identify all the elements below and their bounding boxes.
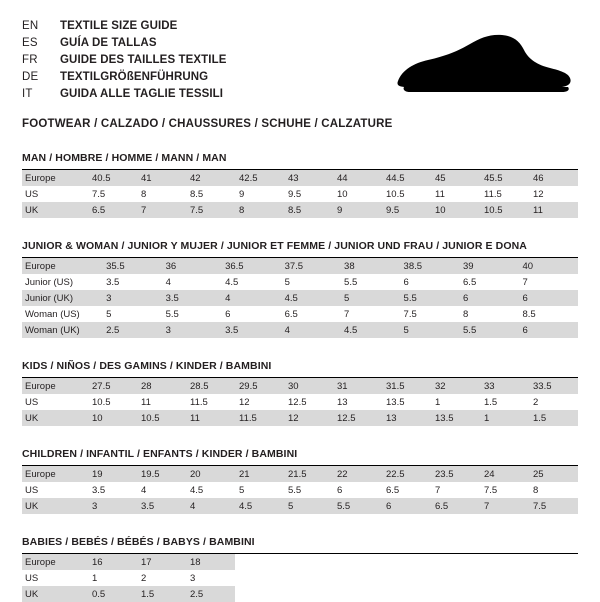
cell: 5.5 xyxy=(400,290,459,306)
table-row xyxy=(22,274,578,290)
table-row xyxy=(22,322,578,338)
cell: 5.5 xyxy=(333,498,382,514)
cell: 7 xyxy=(480,498,529,514)
cell: 11.5 xyxy=(190,396,208,408)
size-group-kids xyxy=(22,360,578,426)
language-title: GUIDA ALLE TAGLIE TESSILI xyxy=(60,88,224,100)
language-code: FR xyxy=(22,54,38,66)
cell: 10.5 xyxy=(386,188,405,200)
row-label: UK xyxy=(22,498,88,514)
cell: 43 xyxy=(284,170,333,186)
cell: 42 xyxy=(186,170,235,186)
size-table xyxy=(22,258,578,338)
cell: 6 xyxy=(382,498,431,514)
group-title: KIDS / NIÑOS / DES GAMINS / KINDER / BAMBINI xyxy=(22,360,578,378)
cell: 3 xyxy=(190,572,196,584)
cell: 2.5 xyxy=(102,322,161,338)
cell: 8 xyxy=(235,202,284,218)
cell: 3.5 xyxy=(162,290,221,306)
group-title: MAN / HOMBRE / HOMME / MANN / MAN xyxy=(22,152,578,170)
row-label: Woman (UK) xyxy=(22,322,102,338)
cell: 38.5 xyxy=(400,258,459,274)
table-row xyxy=(22,570,578,586)
cell: 8 xyxy=(533,484,539,496)
table-row xyxy=(22,186,578,202)
table-row xyxy=(22,258,578,274)
cell: 4 xyxy=(281,322,340,338)
cell: 11 xyxy=(529,202,578,218)
cell: 11 xyxy=(141,396,151,408)
table-row xyxy=(22,410,578,426)
row-label: UK xyxy=(22,202,88,218)
cell: 3.5 xyxy=(92,484,106,496)
cell: 6.5 xyxy=(463,276,477,288)
cell: 5.5 xyxy=(459,322,518,338)
cell: 32 xyxy=(431,378,480,394)
cell: 13.5 xyxy=(431,410,480,426)
dress-shoe-icon xyxy=(392,32,574,96)
document-header xyxy=(22,18,578,104)
cell: 8 xyxy=(141,188,147,200)
cell: 2 xyxy=(141,572,147,584)
group-title: BABIES / BEBÉS / BÉBÉS / BABYS / BAMBINI xyxy=(22,536,578,554)
cell: 42.5 xyxy=(235,170,284,186)
cell: 37.5 xyxy=(281,258,340,274)
cell: 7.5 xyxy=(403,308,417,320)
language-title: TEXTILE SIZE GUIDE xyxy=(60,20,178,32)
cell: 4 xyxy=(221,290,280,306)
cell: 5 xyxy=(284,276,290,288)
cell: 13 xyxy=(382,410,431,426)
cell: 4 xyxy=(141,484,147,496)
cell: 4.5 xyxy=(225,276,239,288)
cell: 7.5 xyxy=(186,202,235,218)
size-table xyxy=(22,554,578,602)
cell: 3 xyxy=(88,498,137,514)
size-group-man xyxy=(22,152,578,218)
row-label: Europe xyxy=(22,170,88,186)
cell: 1.5 xyxy=(484,396,498,408)
cell: 28 xyxy=(137,378,186,394)
table-row xyxy=(22,202,578,218)
row-label: Europe xyxy=(22,466,88,482)
cell: 35.5 xyxy=(102,258,161,274)
cell: 6 xyxy=(337,484,343,496)
cell: 5 xyxy=(106,308,112,320)
table-row xyxy=(22,498,578,514)
cell: 12 xyxy=(533,188,544,200)
cell: 9 xyxy=(333,202,382,218)
size-table xyxy=(22,170,578,218)
cell: 17 xyxy=(137,554,186,570)
size-group-children xyxy=(22,448,578,514)
cell: 6 xyxy=(225,308,231,320)
cell: 11.5 xyxy=(235,410,284,426)
cell: 36 xyxy=(162,258,221,274)
cell: 1.5 xyxy=(529,410,578,426)
cell: 23.5 xyxy=(431,466,480,482)
cell: 12 xyxy=(284,410,333,426)
cell: 7 xyxy=(435,484,441,496)
cell-empty xyxy=(235,570,578,586)
size-group-babies xyxy=(22,536,578,602)
size-table xyxy=(22,378,578,426)
cell: 10.5 xyxy=(480,202,529,218)
cell: 6 xyxy=(519,290,579,306)
table-row xyxy=(22,394,578,410)
cell: 31.5 xyxy=(382,378,431,394)
row-label: US xyxy=(25,484,39,496)
cell: 45.5 xyxy=(480,170,529,186)
cell: 10 xyxy=(337,188,348,200)
cell: 44.5 xyxy=(382,170,431,186)
cell: 5 xyxy=(239,484,245,496)
table-row xyxy=(22,290,578,306)
cell: 4.5 xyxy=(281,290,340,306)
table-row xyxy=(22,482,578,498)
cell: 11.5 xyxy=(484,188,502,200)
row-label: UK xyxy=(22,586,88,602)
cell: 4 xyxy=(186,498,235,514)
row-label: Europe xyxy=(22,258,102,274)
row-label: Europe xyxy=(22,554,88,570)
cell: 10.5 xyxy=(137,410,186,426)
cell: 6.5 xyxy=(386,484,400,496)
cell: 44 xyxy=(333,170,382,186)
cell: 22.5 xyxy=(382,466,431,482)
cell: 6 xyxy=(459,290,518,306)
cell: 16 xyxy=(88,554,137,570)
language-title: GUIDE DES TAILLES TEXTILE xyxy=(60,54,227,66)
language-code: DE xyxy=(22,71,39,83)
cell: 7.5 xyxy=(92,188,106,200)
cell: 6.5 xyxy=(431,498,480,514)
cell: 40 xyxy=(519,258,579,274)
cell: 21 xyxy=(235,466,284,482)
cell: 3 xyxy=(102,290,161,306)
cell: 1 xyxy=(480,410,529,426)
cell: 11 xyxy=(186,410,235,426)
row-label: Junior (UK) xyxy=(22,290,102,306)
cell: 40.5 xyxy=(88,170,137,186)
cell: 2.5 xyxy=(186,586,235,602)
cell: 7.5 xyxy=(484,484,498,496)
row-label: Woman (US) xyxy=(25,308,80,320)
cell: 1.5 xyxy=(137,586,186,602)
cell: 10 xyxy=(431,202,480,218)
cell: 19.5 xyxy=(137,466,186,482)
cell: 3.5 xyxy=(137,498,186,514)
cell: 1 xyxy=(435,396,441,408)
language-title: TEXTILGRÖßENFÜHRUNG xyxy=(60,71,209,83)
cell: 12 xyxy=(239,396,250,408)
group-title: JUNIOR & WOMAN / JUNIOR Y MUJER / JUNIOR ET FEMME / JUNIOR UND FRAU / JUNIOR E DONA xyxy=(22,240,578,258)
size-group-junior-woman xyxy=(22,240,578,338)
table-row xyxy=(22,466,578,482)
cell: 18 xyxy=(186,554,235,570)
cell: 5.5 xyxy=(344,276,358,288)
cell: 9.5 xyxy=(382,202,431,218)
cell: 33 xyxy=(480,378,529,394)
cell: 12.5 xyxy=(333,410,382,426)
cell: 7 xyxy=(137,202,186,218)
cell: 8.5 xyxy=(190,188,204,200)
language-title: GUÍA DE TALLAS xyxy=(60,37,157,49)
cell: 31 xyxy=(333,378,382,394)
cell: 10.5 xyxy=(92,396,111,408)
cell: 3.5 xyxy=(106,276,120,288)
cell: 3 xyxy=(162,322,221,338)
language-code: EN xyxy=(22,20,39,32)
cell-empty xyxy=(235,554,578,570)
cell: 8 xyxy=(463,308,469,320)
row-label: US xyxy=(25,396,39,408)
cell: 41 xyxy=(137,170,186,186)
row-label: Europe xyxy=(22,378,88,394)
cell: 33.5 xyxy=(529,378,578,394)
cell: 29.5 xyxy=(235,378,284,394)
cell: 45 xyxy=(431,170,480,186)
cell: 21.5 xyxy=(284,466,333,482)
table-row xyxy=(22,306,578,322)
cell: 25 xyxy=(529,466,578,482)
cell: 6.5 xyxy=(88,202,137,218)
cell: 5 xyxy=(340,290,399,306)
cell: 6 xyxy=(519,322,579,338)
cell: 8.5 xyxy=(522,308,536,320)
cell: 0.5 xyxy=(88,586,137,602)
size-table xyxy=(22,466,578,514)
cell: 4.5 xyxy=(235,498,284,514)
cell: 27.5 xyxy=(88,378,137,394)
cell: 5 xyxy=(400,322,459,338)
category-title: FOOTWEAR / CALZADO / CHAUSSURES / SCHUHE / CALZATURE xyxy=(22,118,393,130)
language-code: IT xyxy=(22,88,33,100)
cell: 13 xyxy=(337,396,348,408)
cell: 24 xyxy=(480,466,529,482)
row-label: US xyxy=(25,572,39,584)
table-row xyxy=(22,554,578,570)
cell: 8.5 xyxy=(284,202,333,218)
cell: 9 xyxy=(239,188,245,200)
cell: 5 xyxy=(284,498,333,514)
cell: 6 xyxy=(403,276,409,288)
cell: 4.5 xyxy=(190,484,204,496)
row-label: US xyxy=(25,188,39,200)
cell: 7 xyxy=(344,308,350,320)
table-row xyxy=(22,378,578,394)
cell: 38 xyxy=(340,258,399,274)
row-label: UK xyxy=(22,410,88,426)
cell: 36.5 xyxy=(221,258,280,274)
cell: 3.5 xyxy=(221,322,280,338)
cell: 22 xyxy=(333,466,382,482)
cell: 1 xyxy=(92,572,98,584)
cell: 10 xyxy=(88,410,137,426)
cell: 12.5 xyxy=(288,396,307,408)
language-code: ES xyxy=(22,37,38,49)
cell: 19 xyxy=(88,466,137,482)
cell: 39 xyxy=(459,258,518,274)
table-row xyxy=(22,170,578,186)
cell: 20 xyxy=(186,466,235,482)
cell: 4 xyxy=(165,276,171,288)
cell: 2 xyxy=(533,396,539,408)
row-label: Junior (US) xyxy=(25,276,74,288)
cell: 5.5 xyxy=(288,484,302,496)
cell: 9.5 xyxy=(288,188,302,200)
cell: 13.5 xyxy=(386,396,405,408)
cell: 30 xyxy=(284,378,333,394)
cell: 11 xyxy=(435,188,445,200)
cell: 6.5 xyxy=(284,308,298,320)
cell: 7.5 xyxy=(529,498,578,514)
group-title: CHILDREN / INFANTIL / ENFANTS / KINDER / BAMBINI xyxy=(22,448,578,466)
cell: 5.5 xyxy=(165,308,179,320)
cell: 4.5 xyxy=(340,322,399,338)
cell: 7 xyxy=(522,276,528,288)
cell: 28.5 xyxy=(186,378,235,394)
cell: 46 xyxy=(529,170,578,186)
